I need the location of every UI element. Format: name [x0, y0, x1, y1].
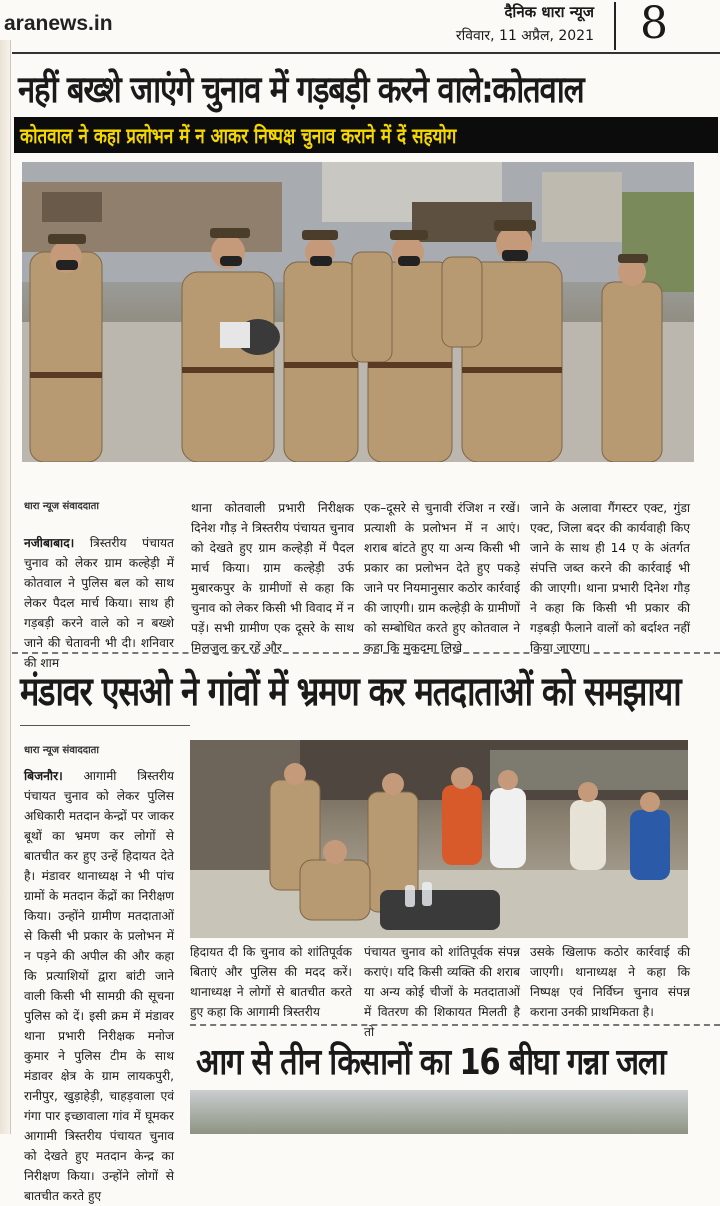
- story1-column-2: थाना कोतवाली प्रभारी निरीक्षक दिनेश गौड़ ने त्रिस्तरीय पंचायत चुनाव को देखते हुए ग्राम कल्हेड़ी में पैदल मार्च किया। ग्राम कल्हेड़ी उर्फ मुबारकपुर के ग्रामीणों से कहा कि चुनाव को लेकर किसी भी विवाद में न पड़ें। सभी ग्रामीण एक दूसरे के साथ मिलजुल कर रहें और: [191, 501, 354, 655]
- story2-byline-rule: [20, 725, 190, 726]
- story1-column-3: एक–दूसरे से चुनावी रंजिश न रखें। प्रत्याशी के प्रलोभन में न आएं। शराब बांटते हुए या अन्य किसी भी प्रकार का प्रलोभन देते हुए पकड़े जाने पर नियमानुसार कठोर कार्रवाई की जाएगी। ग्राम कल्हेड़ी के ग्रामीणों को सम्बोधित करते हुए कोतवाल ने कहा कि मुकदमा लिखे: [364, 501, 520, 655]
- masthead-rule: [12, 52, 720, 54]
- village-meeting-illustration: [190, 740, 688, 938]
- story3-headline: आग से तीन किसानों का 16 बीघा गन्ना जला: [196, 1042, 666, 1083]
- story2-headline: मंडावर एसओ ने गांवों में भ्रमण कर मतदाताओं को समझाया: [20, 669, 681, 715]
- story1-photo-police-march: [22, 162, 694, 462]
- story1-headline: नहीं बख्शे जाएंगे चुनाव में गड़बड़ी करने वाले:कोतवाल: [18, 68, 584, 111]
- story1-column-1-text: त्रिस्तरीय पंचायत चुनाव को लेकर ग्राम कल्हेड़ी में कोतवाल ने पुलिस बल को साथ लेकर पैदल मार्च किया। साथ ही गड़बड़ी करने वाले को न बख्शे जाने की चेतावनी भी दी। शनिवार की शाम: [24, 536, 174, 670]
- story2-dateline: बिजनौर।: [24, 769, 63, 783]
- adjacent-page-edge: [0, 40, 11, 1134]
- paper-name: दैनिक धारा न्यूज: [504, 3, 594, 21]
- story2-column-4: उसके खिलाफ कठोर कार्रवाई की जाएगी। थानाध्यक्ष ने कहा कि निष्पक्ष एवं निर्विघ्न चुनाव संपन्न कराना उनकी प्राथमिकता है।: [530, 945, 690, 1019]
- story2-column-1: [24, 766, 174, 1206]
- story1-subheadline: कोतवाल ने कहा प्रलोभन में न आकर निष्पक्ष चुनाव कराने में दें सहयोग: [20, 124, 457, 148]
- story2-column-2: हिदायत दी कि चुनाव को शांतिपूर्वक बिताएं और पुलिस की मदद करें। थानाध्यक्ष ने लोगों से बातचीत करते हुए कहा कि आगामी त्रिस्तरीय: [190, 945, 352, 1019]
- story2-column-3: पंचायत चुनाव को शांतिपूर्वक संपन्न कराएं। यदि किसी व्यक्ति की शराब या अन्य कोई चीजों के मतदाताओं में वितरण की शिकायत मिलती है तो: [364, 945, 520, 1039]
- story2-byline: धारा न्यूज संवाददाता: [24, 745, 99, 756]
- story3-photo-sugarcane: [190, 1090, 688, 1134]
- section-divider-1: [12, 652, 720, 654]
- story1-dateline: नजीबाबाद।: [24, 536, 75, 550]
- section-divider-2: [190, 1024, 720, 1026]
- page-number: 8: [640, 0, 668, 49]
- story2-photo-village-meeting: [190, 740, 688, 938]
- site-url: aranews.in: [4, 12, 113, 35]
- story2-column-1-text: आगामी त्रिस्तरीय पंचायत चुनाव को लेकर पुलिस अधिकारी मतदान केन्द्रों पर जाकर बूथों का भ्रमण कर लोगों से बातचीत कर हुए उन्हें हिदायत देते है। मंडावर थानाध्यक्ष ने भी पांच ग्रामों के मतदान केंद्रों का निरीक्षण किया। उन्होंने ग्रामीण मतदाताओं से किसी भी प्रकार के प्रलोभन में न पड़ने की अपील की और कहा कि प्रत्याशियों द्वारा बांटी जाने वाली किसी भी सामग्री की सूचना पुलिस को दें। इसी क्रम में मंडावर थाना प्रभारी निरीक्षक मनोज कुमार ने पुलिस टीम के साथ मंडावर क्षेत्र के ग्राम लायकपुरी, रानीपुर, खुड़ाहेड़ी, चाहड़वाला एवं गंगा पार इच्छावाला गांव में घूमकर आगामी त्रिस्तरीय पंचायत चुनाव को देखते हुए मतदान केन्द्र का निरीक्षण किया। उन्होंने लोगों से बातचीत करते हुए: [24, 769, 175, 1203]
- masthead-divider: [614, 2, 616, 50]
- story1-column-4: जाने के अलावा गैंगस्टर एक्ट, गुंडा एक्ट, जिला बदर की कार्यवाही किए जाने के साथ ही 14 ए के अंतर्गत संपत्ति जब्त करने की कार्रवाई भी की जाएगी। थाना प्रभारी दिनेश गौड़ ने कहा कि किसी भी प्रकार की गड़बड़ी फैलाने वालों को बर्दाश्त नहीं किया जाएगा।: [530, 501, 690, 655]
- story1-byline: धारा न्यूज संवाददाता: [24, 501, 99, 512]
- issue-date: रविवार, 11 अप्रैल, 2021: [455, 28, 594, 44]
- police-march-illustration: [22, 162, 694, 462]
